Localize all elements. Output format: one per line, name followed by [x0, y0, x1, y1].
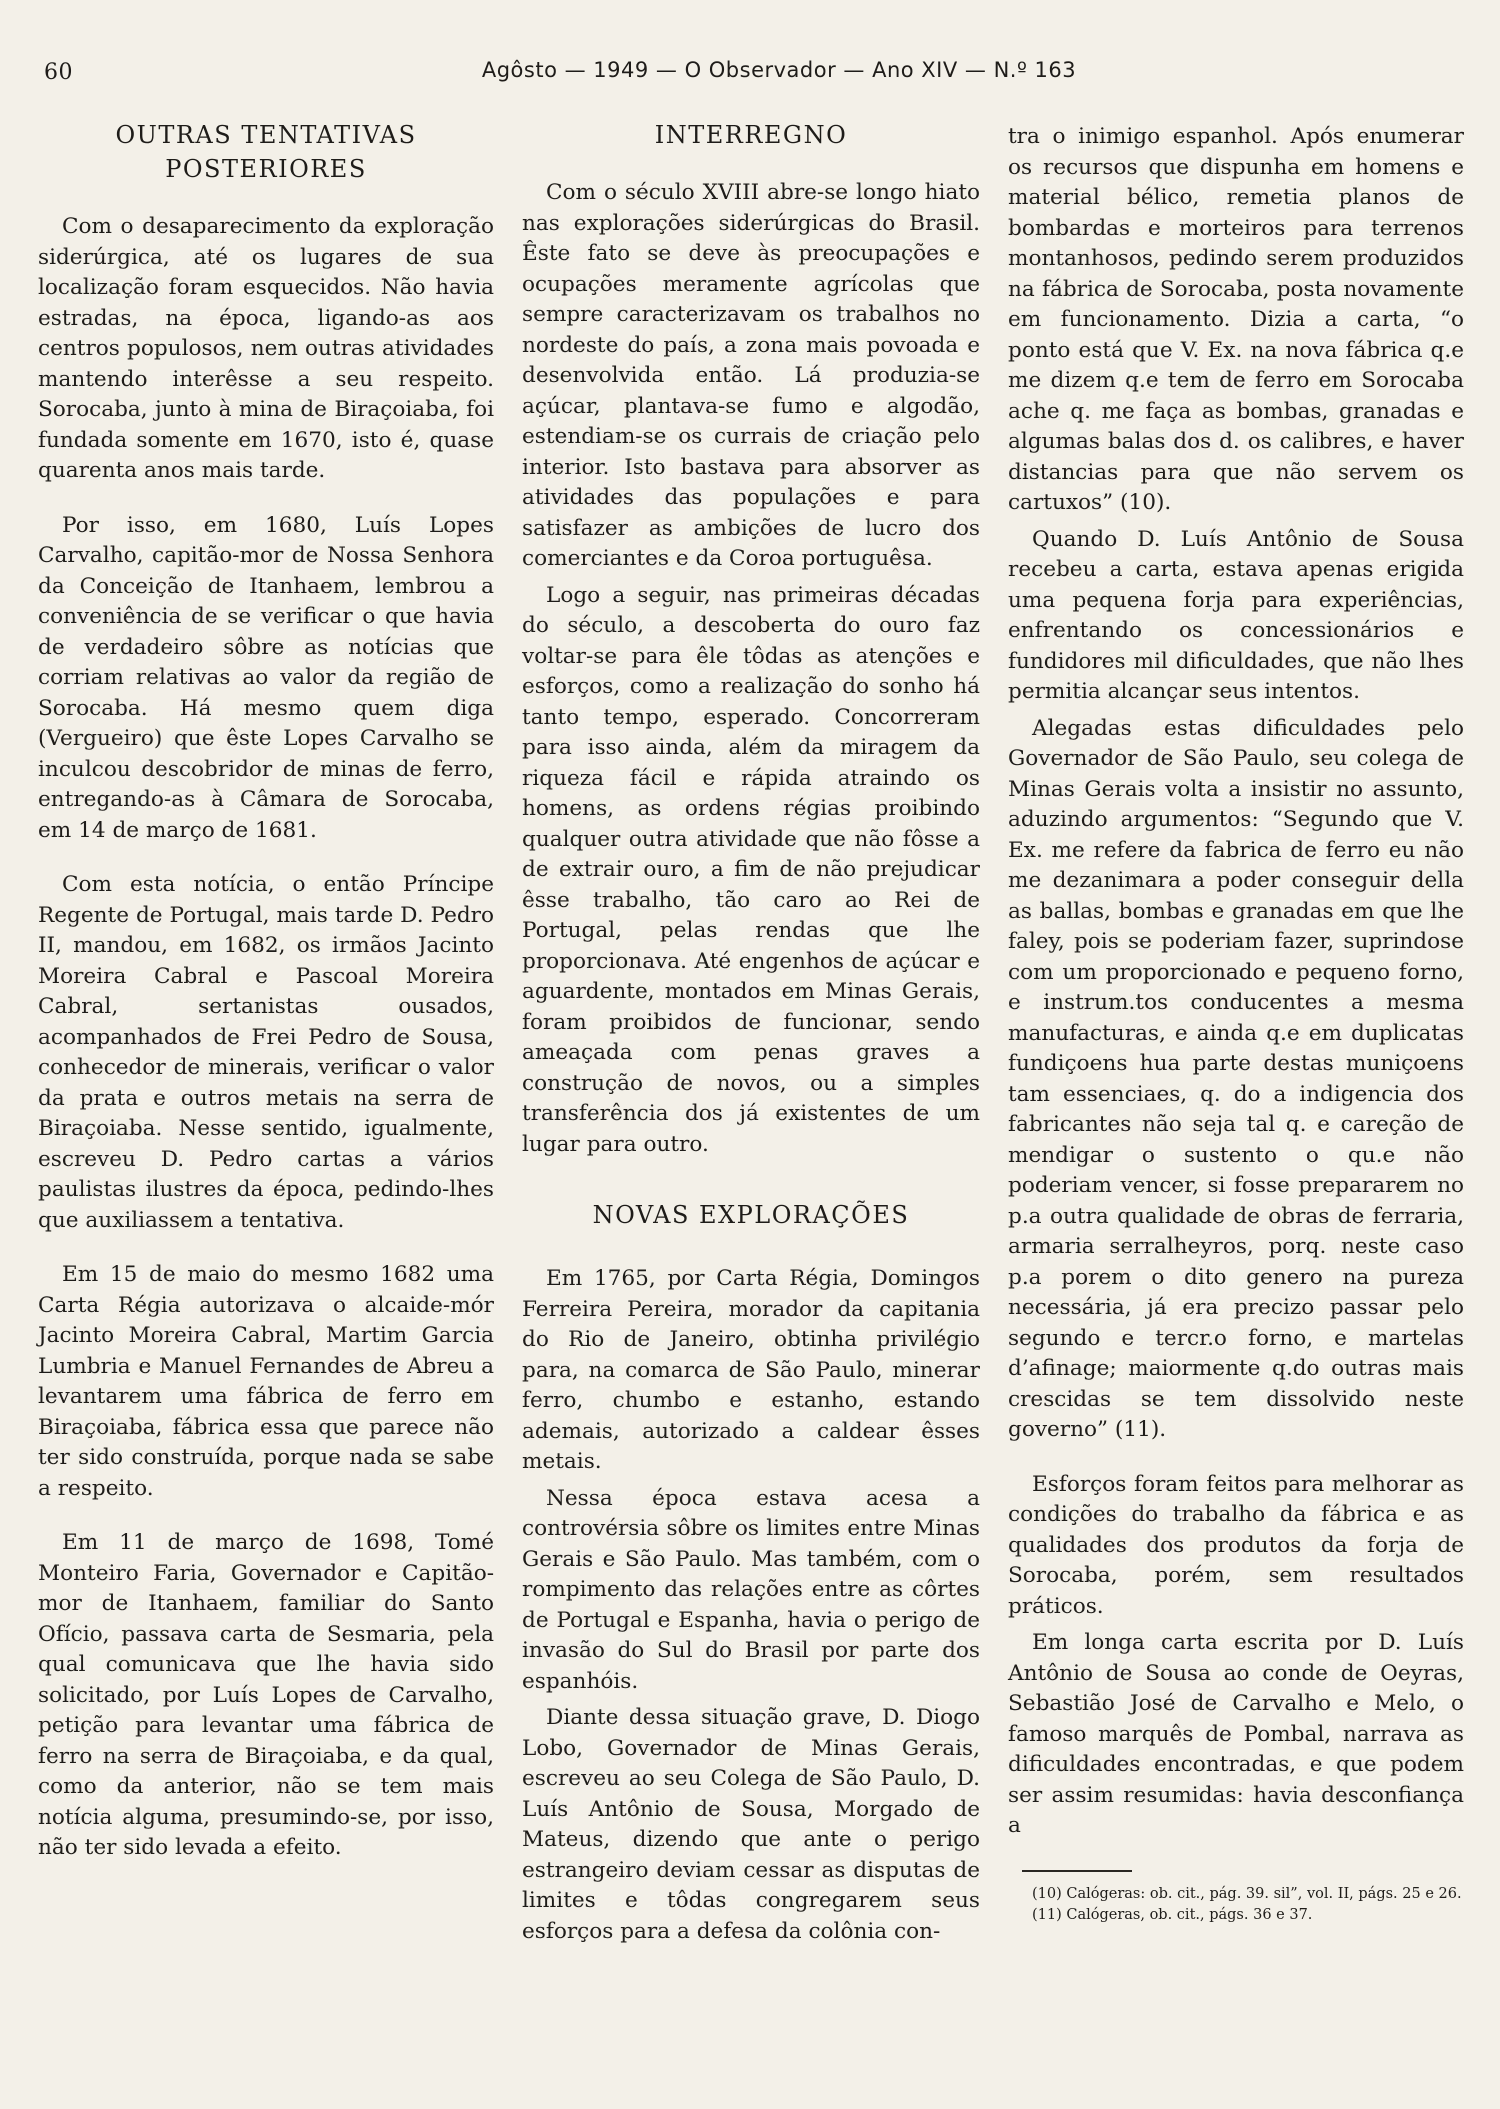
page-number: 60: [44, 60, 73, 85]
column-left: [38, 118, 494, 2109]
paragraph: Em 11 de março de 1698, Tomé Monteiro Faria, Governador e Capitão-mor de Itanhaem, familiar do Santo Ofício, passava carta de Sesmaria, pela qual comunicava que lhe havia sido solicitado, por Luís Lopes de Carvalho, petição para levantar uma fábrica de ferro na serra de Biraçoiaba, e da qual, como da anterior, não se tem mais notícia alguma, presumindo-se, por isso, não ter sido levada a efeito.: [38, 1530, 494, 1860]
section-heading-outras-tentativas: OUTRAS TENTATIVAS POSTERIORES: [115, 121, 417, 183]
section-heading-novas-exploracoes: NOVAS EXPLORAÇÕES: [592, 1201, 910, 1229]
column-right: [1008, 122, 1464, 2109]
paragraph: tra o inimigo espanhol. Após enumerar os recursos que dispunha em homens e material bélico, remetia planos de bombardas e morteiros para terrenos montanhosos, pedindo serem produzidos na fábrica de Sorocaba, posta novamente em funcionamento. Dizia a carta, “o ponto está que V. Ex. na nova fábrica q.e me dizem q.e tem de ferro em Sorocaba ache q. me faça as bombas, granadas e algumas balas dos d. os calibres, e haver distancias para que não servem os cartuxos” (10).: [1008, 124, 1464, 515]
paragraph: Logo a seguir, nas primeiras décadas do século, a descoberta do ouro faz voltar-se para êle tôdas as atenções e esforços, como a realização do sonho há tanto tempo, esperado. Concorreram para isso ainda, além da miragem da riqueza fácil e rápida atraindo os homens, as ordens régias proibindo qualquer outra atividade que não fôsse a de extrair ouro, a fim de não prejudicar êsse trabalho, tão caro ao Rei de Portugal, pelas rendas que lhe proporcionava. Até engenhos de açúcar e aguardente, montados em Minas Gerais, foram proibidos de funcionar, sendo ameaçada com penas graves a construção de novos, ou a simples transferência dos já existentes de um lugar para outro.: [522, 582, 980, 1157]
paragraph: Diante dessa situação grave, D. Diogo Lobo, Governador de Minas Gerais, escreveu ao seu Colega de São Paulo, D. Luís Antônio de Sousa, Morgado de Mateus, dizendo que ante o perigo estrangeiro deviam cessar as disputas de limites e tôdas congregarem seus esforços para a defesa da colônia con-: [522, 1705, 980, 1944]
running-header: [44, 58, 1454, 94]
paragraph: Com o desaparecimento da exploração siderúrgica, até os lugares de sua localização foram esquecidos. Não havia estradas, na época, ligando-as aos centros populosos, nem outras atividades mantendo interêsse a seu respeito. Sorocaba, junto à mina de Biraçoiaba, foi fundada somente em 1670, isto é, quase quarenta anos mais tarde.: [38, 214, 494, 483]
paragraph: Em 15 de maio do mesmo 1682 uma Carta Régia autorizava o alcaide-mór Jacinto Moreira Cabral, Martim Garcia Lumbria e Manuel Fernandes de Abreu a levantarem uma fábrica de ferro em Biraçoiaba, fábrica essa que parece não ter sido construída, porque nada se sabe a respeito.: [38, 1262, 494, 1501]
paragraph: Com esta notícia, o então Príncipe Regente de Portugal, mais tarde D. Pedro II, mandou, em 1682, os irmãos Jacinto Moreira Cabral e Pascoal Moreira Cabral, sertanistas ousados, acompanhados de Frei Pedro de Sousa, conhecedor de minerais, verificar o valor da prata e outros metais na serra de Biraçoiaba. Nesse sentido, igualmente, escreveu D. Pedro cartas a vários paulistas ilustres da época, pedindo-lhes que auxiliassem a tentativa.: [38, 872, 494, 1233]
footnote: (11) Calógeras, ob. cit., págs. 36 e 37.: [1032, 1906, 1313, 1923]
column-middle: [522, 118, 980, 2109]
footnote: (10) Calógeras: ob. cit., pág. 39. sil”, vol. II, págs. 25 e 26.: [1032, 1885, 1462, 1902]
paragraph: Com o século XVIII abre-se longo hiato nas explorações siderúrgicas do Brasil. Êste fato se deve às preocupações e ocupações meramente agrícolas que sempre caracterizavam os trabalhos no nordeste do país, a zona mais povoada e desenvolvida então. Lá produzia-se açúcar, plantava-se fumo e algodão, estendiam-se os currais de criação pelo interior. Isto bastava para absorver as atividades das populações e para satisfazer as ambições de lucro dos comerciantes e da Coroa portuguêsa.: [522, 180, 980, 571]
paragraph: Nessa época estava acesa a controvérsia sôbre os limites entre Minas Gerais e São Paulo. Mas também, com o rompimento das relações entre as côrtes de Portugal e Espanha, havia o perigo de invasão do Sul do Brasil por parte dos espanhóis.: [522, 1485, 980, 1694]
paragraph: Esforços foram feitos para melhorar as condições do trabalho da fábrica e as qualidades dos produtos da forja de Sorocaba, porém, sem resultados práticos.: [1008, 1471, 1464, 1619]
paragraph: Em longa carta escrita por D. Luís Antônio de Sousa ao conde de Oeyras, Sebastião José de Carvalho e Melo, o famoso marquês de Pombal, narrava as dificuldades encontradas, e que podem ser assim resumidas: havia desconfiança a: [1008, 1630, 1464, 1838]
section-heading-interregno: INTERREGNO: [654, 121, 848, 149]
footnote-divider: [1022, 1870, 1132, 1872]
paragraph: Em 1765, por Carta Régia, Domingos Ferreira Pereira, morador da capitania do Rio de Janeiro, obtinha privilégio para, na comarca de São Paulo, minerar ferro, chumbo e estanho, estando ademais, autorizado a caldear êsses metais.: [522, 1266, 980, 1474]
running-title: Agôsto — 1949 — O Observador — Ano XIV — N.º 163: [481, 58, 1077, 82]
paragraph: Quando D. Luís Antônio de Sousa recebeu a carta, estava apenas erigida uma pequena forja para experiências, enfrentando os concessionários e fundidores mil dificuldades, que não lhes permitia alcançar seus intentos.: [1008, 526, 1464, 704]
paragraph: Alegadas estas dificuldades pelo Governador de São Paulo, seu colega de Minas Gerais volta a insistir no assunto, aduzindo argumentos: “Segundo que V. Ex. me refere da fabrica de ferro eu não me dezanimara a poder conseguir della as ballas, bombas e granadas em que lhe faley, pois se poderiam fazer, suprindose com um proporcionado e pequeno forno, e instrum.tos conducentes a mesma manufacturas, e ainda q.e em duplicatas fundiçoens hua parte destas muniçoens tam essenciaes, q. do a indigencia dos fabricantes não seja tal q. e careção de mendigar o sustento o qu.e não poderiam vencer, si fosse prepararem no p.a outra qualidade de obras de ferraria, armaria serralheyros, porq. neste caso p.a porem o dito genero na pureza necessária, já era precizo passar pelo segundo e tercr.o forno, e martelas d’afinage; maiormente q.do outras mais crescidas se tem dissolvido neste governo” (11).: [1008, 715, 1464, 1442]
paragraph: Por isso, em 1680, Luís Lopes Carvalho, capitão-mor de Nossa Senhora da Conceição de Itanhaem, lembrou a conveniência de se verificar o que havia de verdadeiro sôbre as notícias que corriam relativas ao valor da região de Sorocaba. Há mesmo quem diga (Vergueiro) que êste Lopes Carvalho se inculcou descobridor de minas de ferro, entregando-as à Câmara de Sorocaba, em 14 de março de 1681.: [38, 512, 494, 843]
